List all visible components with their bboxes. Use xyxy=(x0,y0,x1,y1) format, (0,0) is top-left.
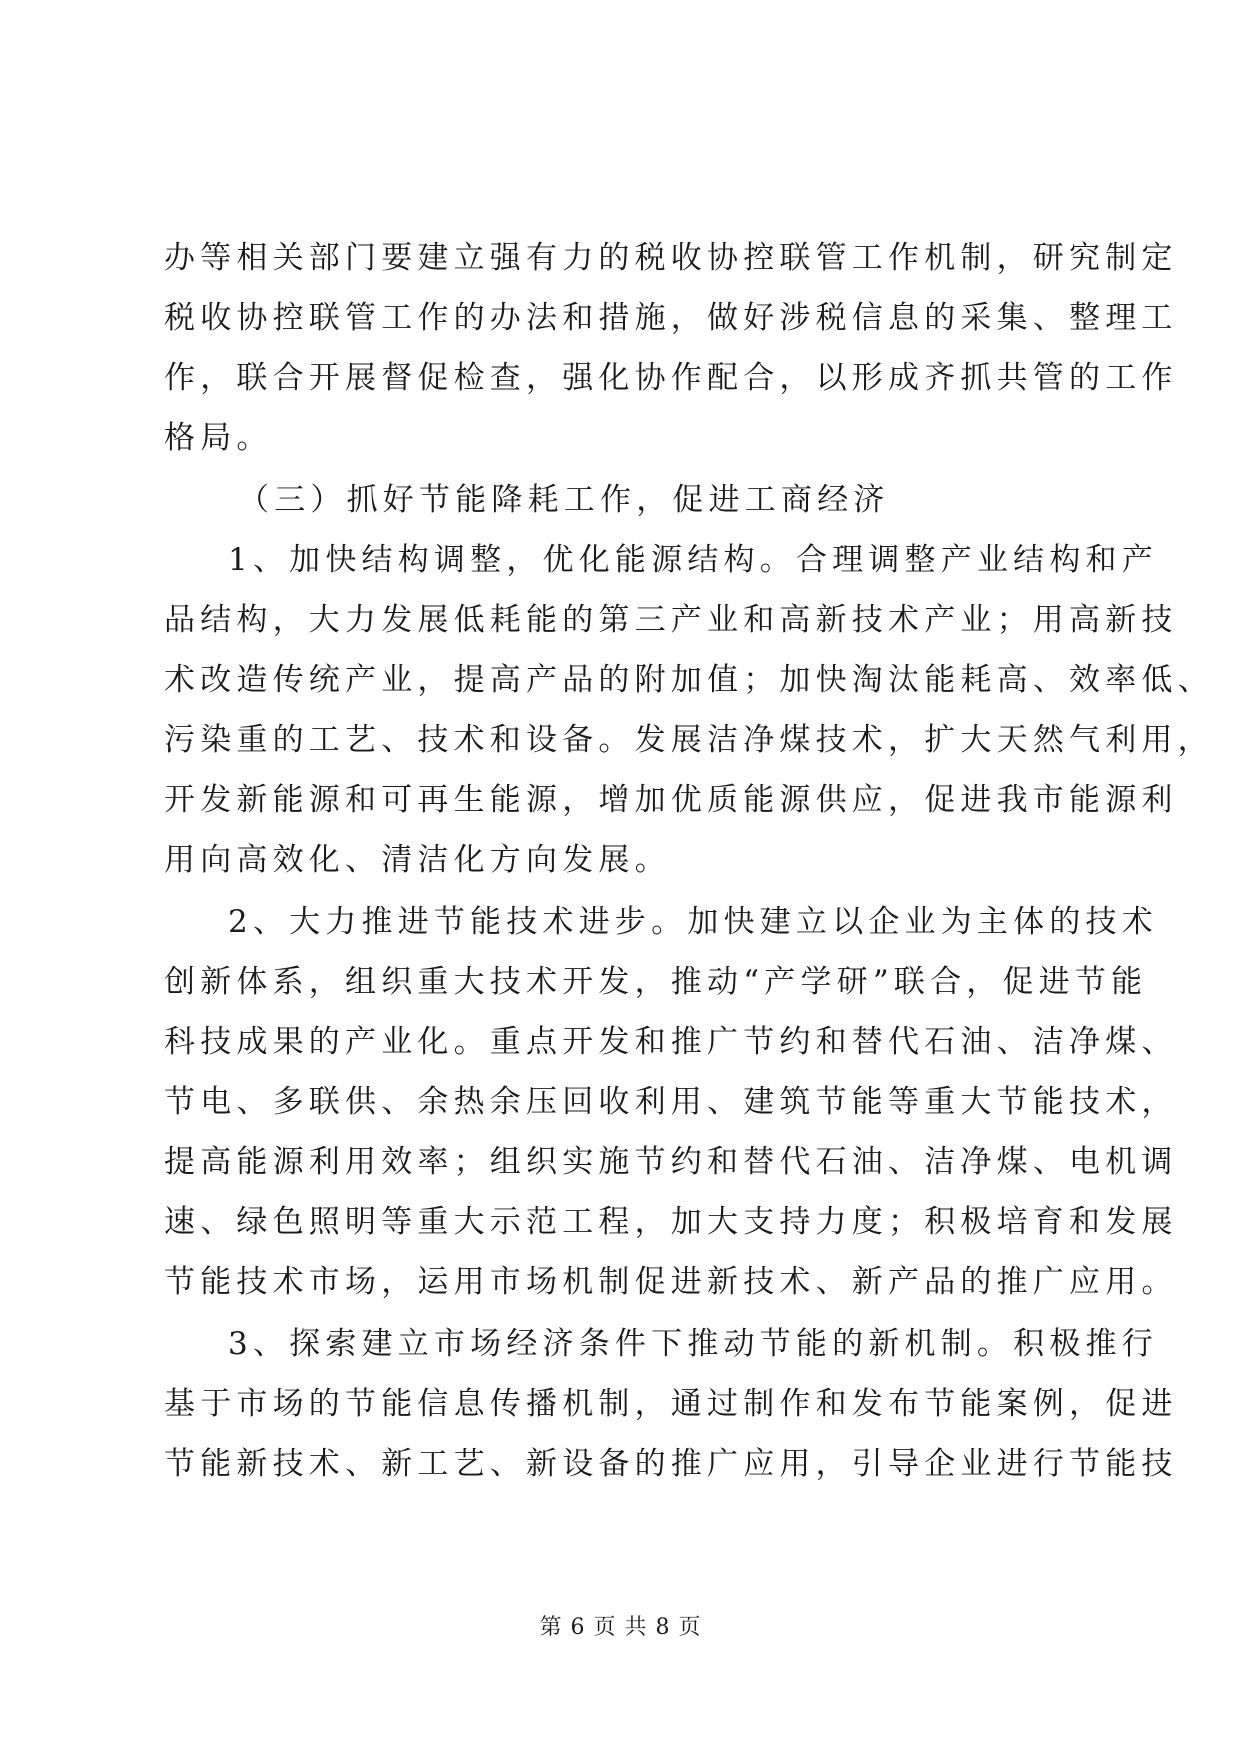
body-text-line: 品结构，大力发展低耗能的第三产业和高新技术产业；用高新技 xyxy=(164,602,1178,638)
body-text-line: 提高能源利用效率；组织实施节约和替代石油、洁净煤、电机调 xyxy=(164,1144,1178,1180)
paragraph-first-line: 3、探索建立市场经济条件下推动节能的新机制。积极推行 xyxy=(228,1326,1158,1362)
section-heading: （三）抓好节能降耗工作，促进工商经济 xyxy=(238,482,890,518)
body-text-line: 节电、多联供、余热余压回收利用、建筑节能等重大节能技术， xyxy=(164,1084,1178,1120)
body-text-line: 创新体系，组织重大技术开发，推动“产学研”联合，促进节能 xyxy=(164,964,1148,1000)
body-text-line: 作，联合开展督促检查，强化协作配合，以形成齐抓共管的工作 xyxy=(164,360,1178,396)
body-text-line: 税收协控联管工作的办法和措施，做好涉税信息的采集、整理工 xyxy=(164,300,1178,336)
body-text-line: 科技成果的产业化。重点开发和推广节约和替代石油、洁净煤、 xyxy=(164,1024,1178,1060)
page-number-footer: 第 6 页 共 8 页 xyxy=(539,1615,702,1640)
body-text-line: 基于市场的节能信息传播机制，通过制作和发布节能案例，促进 xyxy=(164,1386,1178,1422)
paragraph-first-line: 2、大力推进节能技术进步。加快建立以企业为主体的技术 xyxy=(228,904,1158,940)
body-text-line: 术改造传统产业，提高产品的附加值；加快淘汰能耗高、效率低、 xyxy=(164,662,1214,698)
body-text-line: 污染重的工艺、技术和设备。发展洁净煤技术，扩大天然气利用， xyxy=(164,722,1214,758)
body-text-line: 格局。 xyxy=(164,420,273,456)
body-text-line: 用向高效化、清洁化方向发展。 xyxy=(164,842,671,878)
body-text-line: 速、绿色照明等重大示范工程，加大支持力度；积极培育和发展 xyxy=(164,1204,1178,1240)
body-text-line: 办等相关部门要建立强有力的税收协控联管工作机制，研究制定 xyxy=(164,240,1178,276)
body-text-line: 节能技术市场，运用市场机制促进新技术、新产品的推广应用。 xyxy=(164,1264,1178,1300)
body-text-line: 开发新能源和可再生能源，增加优质能源供应，促进我市能源利 xyxy=(164,782,1178,818)
body-text-line: 节能新技术、新工艺、新设备的推广应用，引导企业进行节能技 xyxy=(164,1446,1178,1482)
paragraph-first-line: 1、加快结构调整，优化能源结构。合理调整产业结构和产 xyxy=(228,542,1158,578)
